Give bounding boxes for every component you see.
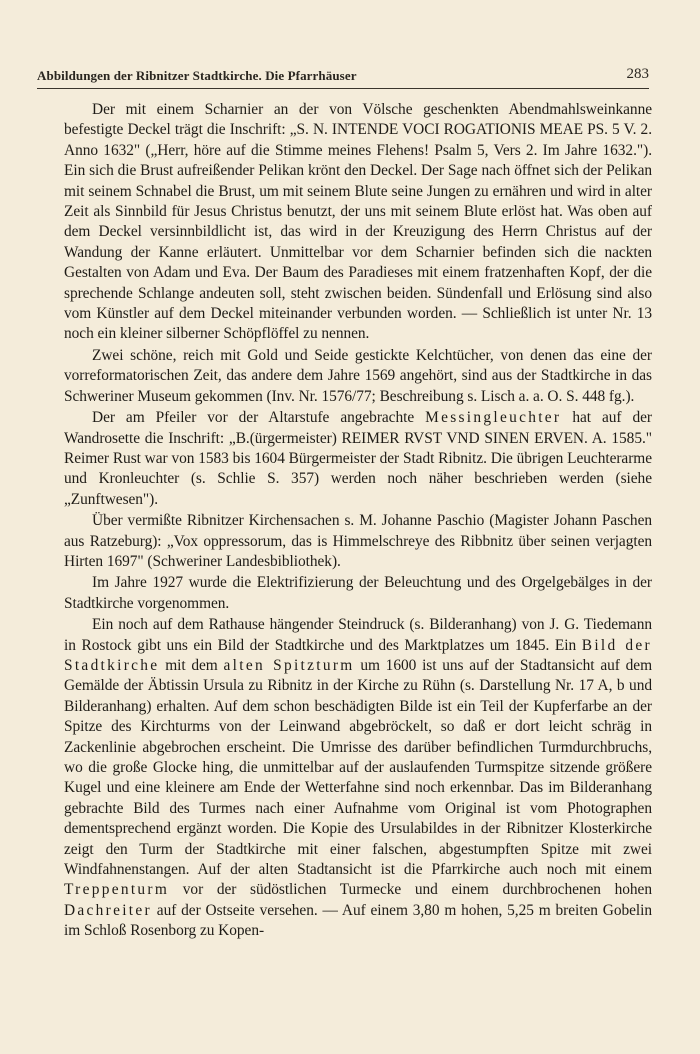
header-rule <box>37 88 649 89</box>
paragraph-6-text-d: vor der südöstlichen Turmecke und einem durchbrochenen hohen <box>169 881 652 899</box>
spaced-term-dachreiter: Dachreiter <box>64 901 152 919</box>
paragraph-4: Über vermißte Ribnitzer Kirchensachen s. M. Johanne Paschio (Magister Johann Paschen aus Ratzeburg): „Vox oppressorum, das is Himmelschreye des Ribbnitz über seinen verjagten Hirten 1697" (Schweriner Landesbibliothek). <box>64 512 652 570</box>
paragraph-3-text-b: hat auf der Wandrosette die Inschrift: „B.(ürgermeister) REIMER RVST VND SINEN ERVEN. A. 1585." Reimer Rust war von 1583 bis 1604 Bürgermeister der Stadt Ribnitz. Die übrigen Leuchterarme und Kronleuchter (s. Schlie S. 357) werden noch näher beschrieben werden (siehe „Zunftwesen"). <box>64 409 652 508</box>
spaced-term-messingleuchter: Messingleuchter <box>425 409 562 427</box>
body-text <box>64 100 652 942</box>
paragraph-1: Der mit einem Scharnier an der von Völsche geschenkten Abendmahlsweinkanne befestigte Deckel trägt die Inschrift: „S. N. INTENDE VOCI ROGATIONIS MEAE PS. 5 V. 2. Anno 1632" („Herr, höre auf die Stimme meines Flehens! Psalm 5, Vers 2. Im Jahre 1632."). Ein sich die Brust aufreißender Pelikan krönt den Deckel. Der Sage nach öffnet sich der Pelikan mit seinem Schnabel die Brust, um mit seinem Blute seine Jungen zu ernähren und wird in alter Zeit als Sinnbild für Jesus Christus benutzt, der uns mit seinem Blute erlöst hat. Was oben auf dem Deckel versinnbildlicht ist, das wird in der Kreuzigung des Herrn Christus auf der Wandung der Kanne erläutert. Unmittelbar vor dem Scharnier befinden sich die nackten Gestalten von Adam und Eva. Der Baum des Paradieses mit einem fratzenhaften Kopf, der die sprechende Schlange andeuten soll, steht zwischen beiden. Sündenfall und Erlösung sind also vom Künstler auf dem Deckel miteinander verbunden worden. — Schließlich ist unter Nr. 13 noch ein kleiner silberner Schöpflöffel zu nennen. <box>64 101 652 343</box>
paragraph-3 <box>64 408 652 510</box>
paragraph-3-text-a: Der am Pfeiler vor der Altarstufe angebrachte <box>92 409 426 427</box>
spaced-term-alten-spitzturm: alten Spitzturm <box>223 656 355 674</box>
spaced-term-treppenturm: Treppenturm <box>64 881 170 899</box>
paragraph-6-text-c: um 1600 ist uns auf der Stadtansicht auf dem Gemälde der Äbtissin Ursula zu Ribnitz in der Kirche zu Rühn (s. Darstellung Nr. 17 A, b und Bilderanhang) erhalten. Auf dem schon beschädigten Bilde ist ein Teil der Kupferfarbe an der Spitze des Kirchturms von der Leinwand abgebröckelt, so daß er dort leicht schräg in Zackenlinie abgebrochen erscheint. Die Umrisse des darüber befindlichen Turmdurchbruchs, wo die große Glocke hing, die unmittelbar auf der auslaufenden Turmspitze sitzende größere Kugel und eine kleinere am Ende der Wetterfahne sind noch erkennbar. Das im Bilderanhang gebrachte Bild des Turmes nach einer Aufnahme vom Original ist vom Photographen dementsprechend ergänzt worden. Die Kopie des Ursulabildes in der Ribnitzer Klosterkirche zeigt den Turm der Stadtkirche mit einer falschen, abgestumpften Spitze mit zwei Windfahnenstangen. Auf der alten Stadtansicht ist die Pfarrkirche auch noch mit einem <box>64 656 652 879</box>
spaced-term-bild-der-stadtkirche: Bild der Stadtkirche <box>64 636 652 674</box>
paragraph-6 <box>64 615 652 942</box>
paragraph-6-text-a: Ein noch auf dem Rathause hängender Steindruck (s. Bilderanhang) von J. G. Tiedemann in Rostock gibt uns ein Bild der Stadtkirche und des Marktplatzes um 1845. Ein <box>64 616 652 654</box>
running-head <box>37 66 649 88</box>
paragraph-6-text-e: auf der Ostseite versehen. — Auf einem 3,80 m hohen, 5,25 m breiten Gobelin im Schloß Rosenborg zu Kopen- <box>64 901 652 940</box>
paragraph-6-text-b: mit dem <box>159 656 224 674</box>
page-number: 283 <box>626 66 649 82</box>
paragraph-5: Im Jahre 1927 wurde die Elektrifizierung der Beleuchtung und des Orgelgebälges in der Stadtkirche vorgenommen. <box>64 574 652 612</box>
paragraph-2: Zwei schöne, reich mit Gold und Seide gestickte Kelchtücher, von denen das eine der vorreformatorischen Zeit, das andere dem Jahre 1569 angehört, sind aus der Stadtkirche in das Schweriner Museum gekommen (Inv. Nr. 1576/77; Beschreibung s. Lisch a. a. O. S. 448 fg.). <box>64 346 652 405</box>
running-head-title: Abbildungen der Ribnitzer Stadtkirche. Die Pfarrhäuser <box>37 68 357 83</box>
